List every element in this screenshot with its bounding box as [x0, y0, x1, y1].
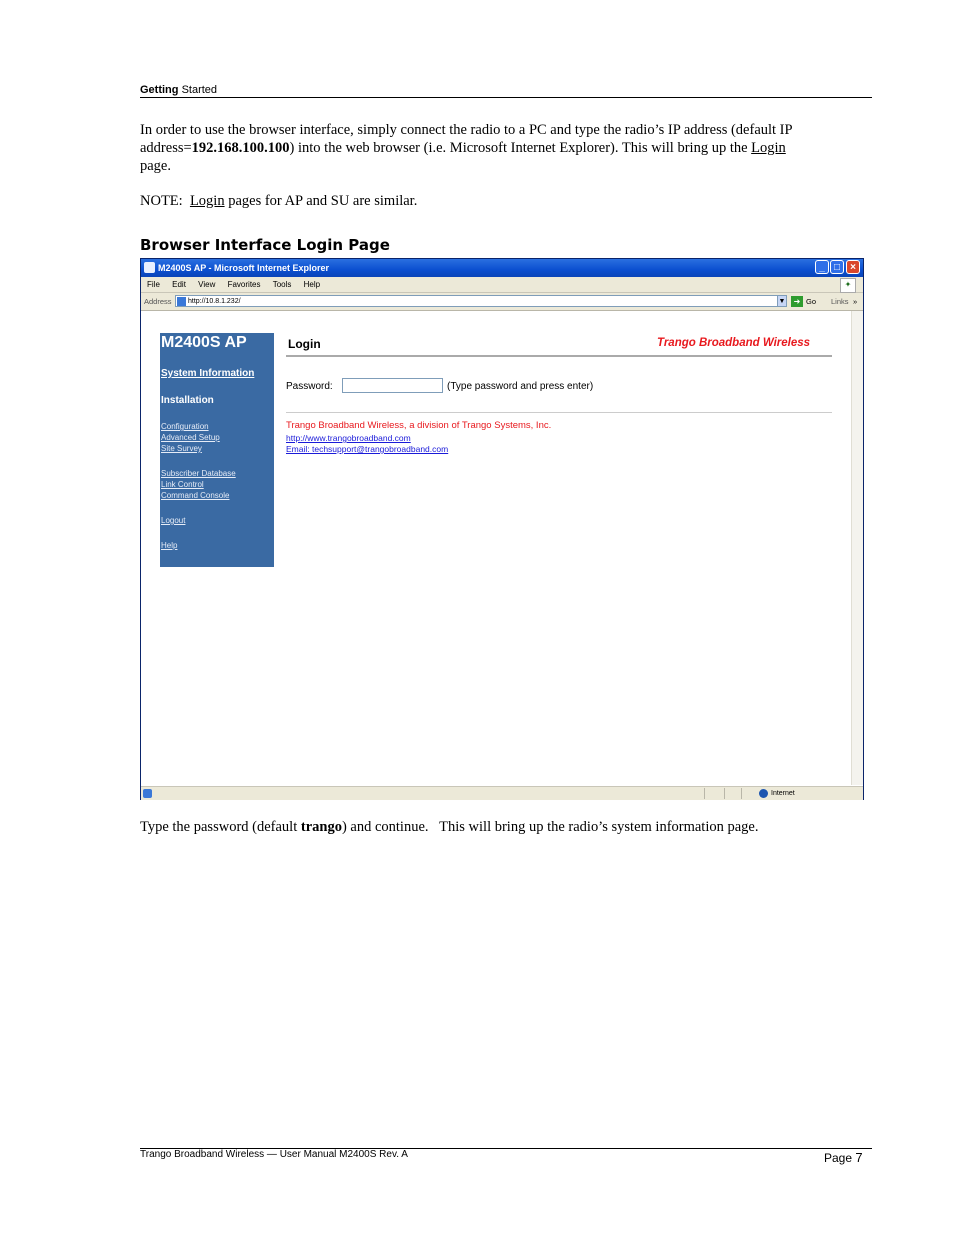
status-separator — [741, 788, 742, 799]
nav-configuration[interactable]: Configuration — [161, 422, 209, 431]
nav-subscriber-database[interactable]: Subscriber Database — [161, 469, 236, 478]
intro-address-prefix: address= — [140, 140, 192, 156]
company-line: Trango Broadband Wireless, a division of Trango Systems, Inc. — [286, 420, 552, 431]
menu-edit[interactable]: Edit — [172, 280, 186, 289]
nav-help[interactable]: Help — [161, 541, 178, 550]
go-arrow-icon[interactable]: ➜ — [791, 296, 803, 307]
page-status-icon — [143, 789, 152, 798]
menu-tools[interactable]: Tools — [272, 280, 292, 289]
menu-view[interactable]: View — [198, 280, 216, 289]
address-label: Address — [144, 297, 172, 306]
address-bar — [141, 293, 863, 311]
instruction-post: ) and continue. This will bring up the radio’s system information page. — [341, 819, 759, 835]
links-button[interactable]: Links — [831, 297, 849, 306]
nav-advanced-setup[interactable]: Advanced Setup — [161, 433, 220, 442]
nav-command-console[interactable]: Command Console — [161, 491, 230, 500]
trango-brand-heading: Trango Broadband Wireless — [657, 337, 811, 349]
title-bar[interactable] — [141, 259, 863, 277]
maximize-button[interactable]: □ — [830, 260, 844, 274]
nav-link-control[interactable]: Link Control — [161, 480, 204, 489]
windows-logo-icon: ✦ — [840, 278, 856, 293]
address-url: http://10.8.1.232/ — [188, 298, 241, 305]
note-suffix: pages for AP and SU are similar. — [224, 193, 418, 209]
nav-system-information[interactable]: System Information — [161, 368, 255, 379]
address-dropdown-icon[interactable]: ▼ — [777, 295, 787, 307]
email-link[interactable]: Email: techsupport@trangobroadband.com — [286, 444, 449, 454]
status-separator — [724, 788, 725, 799]
window-title: M2400S AP - Microsoft Internet Explorer — [158, 263, 330, 273]
go-button[interactable]: Go — [806, 297, 817, 306]
ie-page-icon — [144, 262, 155, 273]
browser-window — [140, 258, 864, 800]
password-hint: (Type password and press enter) — [447, 381, 594, 392]
default-password: trango — [300, 819, 342, 835]
minimize-button[interactable]: _ — [815, 260, 829, 274]
status-separator — [704, 788, 705, 799]
password-input[interactable] — [342, 378, 443, 393]
nav-installation: Installation — [161, 395, 214, 406]
intro-line-3: page. — [140, 158, 171, 174]
menu-help[interactable]: Help — [303, 280, 321, 289]
intro-line-1: In order to use the browser interface, simply connect the radio to a PC and type the radio’s IP address (default IP — [140, 122, 793, 138]
instruction-pre: Type the password (default — [140, 819, 301, 835]
intro-paragraph — [140, 121, 872, 175]
vertical-scrollbar[interactable] — [851, 311, 863, 785]
header-section-rest: Started — [181, 84, 218, 96]
instruction-paragraph — [140, 818, 759, 836]
note-prefix: NOTE: — [140, 193, 190, 209]
status-bar — [141, 786, 863, 800]
default-ip: 192.168.100.100 — [191, 140, 290, 156]
website-link[interactable]: http://www.trangobroadband.com — [286, 433, 411, 443]
page-viewport — [141, 311, 851, 785]
sidebar-nav — [160, 333, 274, 567]
footer-title: Trango Broadband Wireless — User Manual M2400S Rev. A — [140, 1149, 408, 1160]
password-label: Password: — [286, 381, 333, 392]
menu-favorites[interactable]: Favorites — [227, 280, 261, 289]
page-icon — [177, 297, 186, 306]
chevron-right-icon[interactable]: » — [853, 297, 858, 306]
security-zone: Internet — [771, 790, 795, 797]
header-section-bold: Getting — [140, 84, 179, 96]
heading-divider — [286, 355, 832, 357]
menu-bar — [141, 277, 863, 293]
device-brand: M2400S AP — [161, 334, 247, 351]
close-button[interactable]: × — [846, 260, 860, 274]
section-title: Browser Interface Login Page — [140, 236, 390, 254]
globe-icon — [759, 789, 768, 798]
running-header — [140, 84, 872, 98]
note-paragraph — [140, 192, 417, 210]
nav-logout[interactable]: Logout — [161, 516, 186, 525]
login-heading: Login — [288, 337, 321, 351]
menu-file[interactable]: File — [147, 280, 160, 289]
login-link[interactable]: Login — [751, 140, 786, 156]
intro-line-2: ) into the web browser (i.e. Microsoft Internet Explorer). This will bring up the — [289, 140, 752, 156]
page-label: Page — [824, 1151, 853, 1165]
page-number-value: 7 — [855, 1150, 863, 1165]
address-input[interactable] — [175, 295, 787, 307]
note-login-link[interactable]: Login — [189, 193, 225, 209]
nav-site-survey[interactable]: Site Survey — [161, 444, 202, 453]
page-number — [824, 1150, 863, 1165]
content-divider — [286, 412, 832, 413]
